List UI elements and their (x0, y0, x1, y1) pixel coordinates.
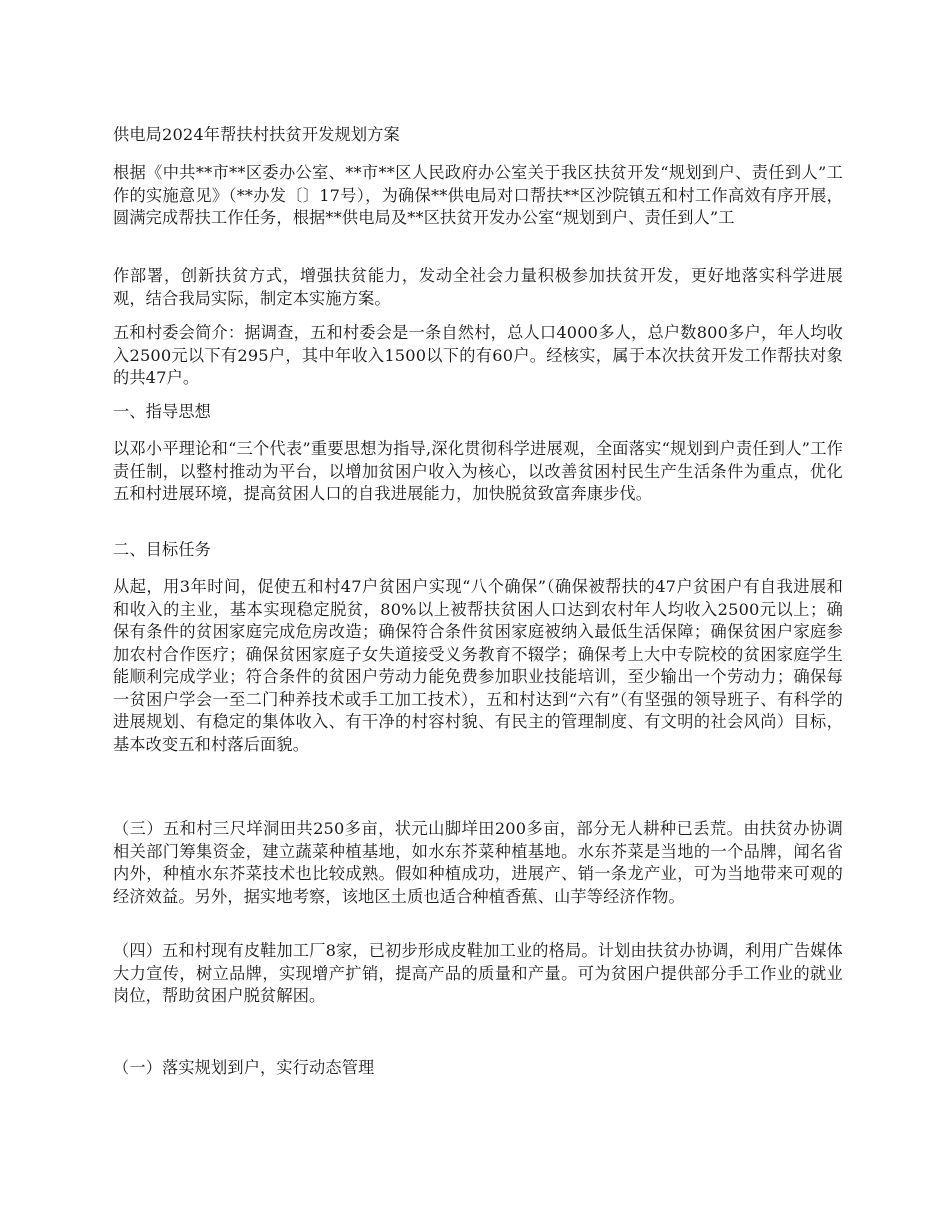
document-title: 供电局2024年帮扶村扶贫开发规划方案 (113, 125, 400, 144)
paragraph-goals-tasks: 从起，用3年时间，促使五和村47户贫困户实现“八个确保”（确保被帮扶的47户贫困户有自我进展和和收入的主业，基本实现稳定脱贫，80%以上被帮扶贫困人口达到农村年人均收入2500元以上；确保有条件的贫困家庭完成危房改造；确保符合条件贫困家庭被纳入最低生活保障；确保贫困户家庭参加农村合作医疗；确保贫困家庭子女失道接受义务教育不辍学；确保考上大中专院校的贫困家庭学生能顺利完成学业；符合条件的贫困户劳动力能免费参加职业技能培训，至少输出一个劳动力；确保每一贫困户学会一至二门种养技术或手工加工技术），五和村达到“六有”（有坚强的领导班子、有科学的进展规划、有稳定的集体收入、有干净的村容村貌、有民主的管理制度、有文明的社会风尚）目标，基本改变五和村落后面貌。 (113, 577, 843, 754)
paragraph-village-intro: 五和村委会简介：据调查，五和村委会是一条自然村，总人口4000多人，总户数800多户，年人均收入2500元以下有295户，其中年收入1500以下的有60户。经核实，属于本次扶贫开发工作帮扶对象的共47户。 (113, 323, 843, 387)
paragraph-guiding-ideology: 以邓小平理论和“三个代表”重要思想为指导,深化贯彻科学进展观，全面落实“规划到户责任到人”工作责任制，以整村推动为平台，以增加贫困户收入为核心，以改善贫困村民生产生活条件为重点，优化五和村进展环境，提高贫困人口的自我进展能力，加快脱贫致富奔康步伐。 (113, 439, 843, 503)
paragraph-basis: 根据《中共**市**区委办公室、**市**区人民政府办公室关于我区扶贫开发“规划到户、责任到人”工作的实施意见》（**办发〔〕17号），为确保**供电局对口帮扶**区沙院镇五和村工作高效有序开展，圆满完成帮扶工作任务，根据**供电局及**区扶贫开发办公室“规划到户、责任到人”工 (113, 163, 843, 227)
paragraph-deployment: 作部署，创新扶贫方式，增强扶贫能力，发动全社会力量积极参加扶贫开发，更好地落实科学进展观，结合我局实际，制定本实施方案。 (113, 266, 843, 308)
heading-guiding-ideology: 一、指导思想 (113, 402, 212, 421)
paragraph-section-four: （四）五和村现有皮鞋加工厂8家，已初步形成皮鞋加工业的格局。计划由扶贫办协调，利用广告媒体大力宣传，树立品牌，实现增产扩销，提高产品的质量和产量。可为贫困户提供部分手工作业的就业岗位，帮助贫困户脱贫解困。 (113, 941, 843, 1005)
heading-goals-tasks: 二、目标任务 (113, 540, 212, 559)
paragraph-section-three: （三）五和村三尺垟洞田共250多亩，状元山脚垟田200多亩，部分无人耕种已丢荒。由扶贫办协调相关部门筹集资金，建立蔬菜种植基地，如水东芥菜种植基地。水东芥菜是当地的一个品牌，闻名省内外，种植水东芥菜技术也比较成熟。假如种植成功，进展产、销一条龙产业，可为当地带来可观的经济效益。另外，据实地考察，该地区土质也适合种植香蕉、山芋等经济作物。 (113, 819, 843, 906)
heading-section-one: （一）落实规划到户，实行动态管理 (113, 1058, 375, 1077)
